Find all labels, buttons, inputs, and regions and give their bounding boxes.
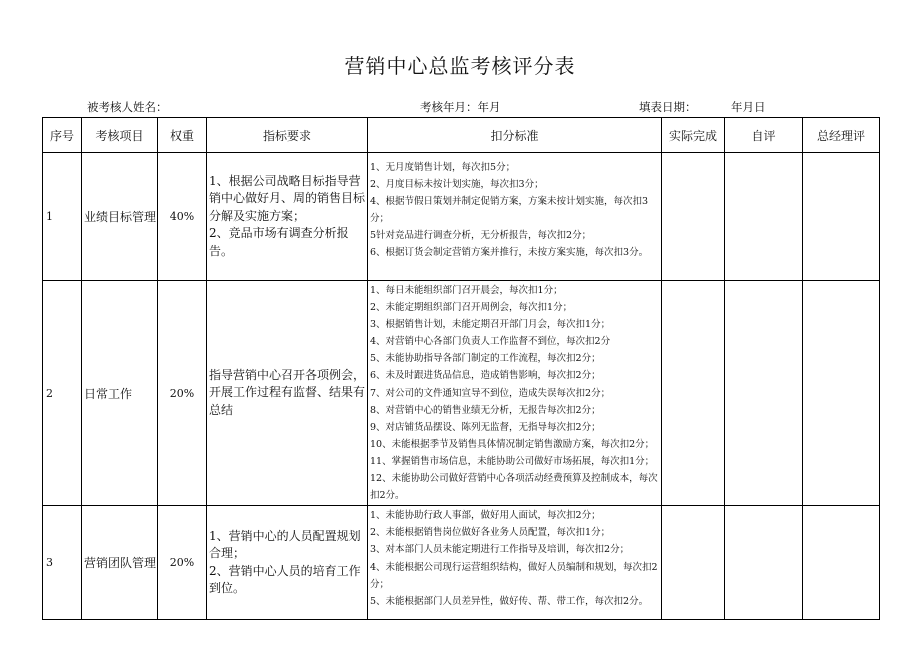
row-criteria: [368, 153, 662, 281]
fill-date-label: 填表日期：: [639, 100, 697, 114]
header-deduction: 扣分标准: [368, 118, 662, 153]
row-weight: 20%: [158, 506, 207, 620]
row-self-cell[interactable]: [725, 153, 803, 281]
row-requirement: [207, 153, 368, 281]
header-requirement: 指标要求: [207, 118, 368, 153]
criteria-line: 5、未能根据部门人员差异性，做好传、帮、带工作，每次扣2分。: [370, 595, 649, 607]
page-title: 营销中心总监考核评分表: [344, 54, 576, 78]
fill-date-value: 年月日: [731, 100, 766, 114]
row-item: 营销团队管理: [82, 506, 158, 620]
row-manager-cell[interactable]: [803, 506, 880, 620]
row-no: 3: [43, 506, 82, 620]
criteria-line: 5针对竞品进行调查分析，无分析报告，每次扣2分；: [370, 230, 592, 242]
header-no: 序号: [43, 118, 82, 153]
criteria-line: 4、对营销中心各部门负责人工作监督不到位，每次扣2分: [370, 336, 611, 348]
examinee-name-label: 被考核人姓名：: [87, 100, 168, 114]
row-manager-cell[interactable]: [803, 153, 880, 281]
criteria-line: 2、未能定期组织部门召开周例会，每次扣1分；: [370, 302, 573, 314]
requirement-text: 1、根据公司战略目标指导营销中心做好月、周的销售目标分解及实施方案； 2、竞品市场有调查分析报告。: [209, 173, 366, 258]
requirement-text: 1、营销中心的人员配置规划合理； 2、营销中心人员的培育工作到位。: [209, 528, 361, 596]
assessment-period-label: 考核年月：年月: [420, 100, 501, 114]
row-requirement: [207, 281, 368, 506]
table-row: [43, 281, 880, 506]
table-row: [43, 153, 880, 281]
header-row: [43, 118, 880, 153]
row-actual-cell[interactable]: [662, 506, 725, 620]
row-criteria: [368, 506, 662, 620]
header-item: 考核项目: [82, 118, 158, 153]
criteria-line: 9、对店铺货品摆设、陈列无监督，无指导每次扣2分；: [370, 421, 601, 433]
criteria-line: 10、未能根据季节及销售具体情况制定销售激励方案，每次扣2分；: [370, 438, 655, 450]
row-no: 2: [43, 281, 82, 506]
header-weight: 权重: [158, 118, 207, 153]
header-actual: 实际完成: [662, 118, 725, 153]
criteria-line: 2、月度目标未按计划实施，每次扣3分；: [370, 179, 544, 191]
criteria-line: 3、对本部门人员未能定期进行工作指导及培训，每次扣2分；: [370, 544, 630, 556]
criteria-line: 11、掌握销售市场信息，未能协助公司做好市场拓展，每次扣1分；: [370, 455, 655, 467]
row-manager-cell[interactable]: [803, 281, 880, 506]
row-actual-cell[interactable]: [662, 281, 725, 506]
criteria-line: 1、未能协助行政人事部，做好用人面试，每次扣2分；: [370, 510, 601, 522]
criteria-line: 2、未能根据销售岗位做好各业务人员配置，每次扣1分；: [370, 527, 611, 539]
evaluation-table: [42, 117, 880, 620]
row-criteria: [368, 281, 662, 506]
criteria-line: 6、根据订货会制定营销方案并推行，未按方案实施，每次扣3分。: [370, 247, 649, 259]
requirement-text: 指导营销中心召开各项例会，开展工作过程有监督、结果有总结: [209, 367, 366, 417]
row-weight: 20%: [158, 281, 207, 506]
criteria-line: 1、每日未能组织部门召开晨会，每次扣1分；: [370, 285, 563, 296]
criteria-line: 1、无月度销售计划，每次扣5分；: [370, 162, 516, 173]
criteria-line: 5、未能协助指导各部门制定的工作流程，每次扣2分；: [370, 353, 601, 365]
header-manager: 总经理评: [803, 118, 880, 153]
table-row: [43, 506, 880, 620]
criteria-line: 4、根据节假日策划并制定促销方案，方案未按计划实施，每次扣3分；: [370, 196, 649, 225]
row-self-cell[interactable]: [725, 506, 803, 620]
criteria-line: 3、根据销售计划，未能定期召开部门月会，每次扣1分；: [370, 319, 611, 331]
row-requirement: [207, 506, 368, 620]
criteria-line: 6、未及时跟进货品信息，造成销售影响，每次扣2分；: [370, 370, 601, 382]
row-actual-cell[interactable]: [662, 153, 725, 281]
criteria-line: 4、未能根据公司现行运营组织结构，做好人员编制和规划，每次扣2分；: [370, 561, 658, 590]
row-no: 1: [43, 153, 82, 281]
header-self: 自评: [725, 118, 803, 153]
criteria-line: 8、对营销中心的销售业绩无分析，无报告每次扣2分；: [370, 404, 601, 416]
row-self-cell[interactable]: [725, 281, 803, 506]
row-item: 日常工作: [82, 281, 158, 506]
criteria-line: 12、未能协助公司做好营销中心各项活动经费预算及控制成本，每次扣2分。: [370, 473, 658, 502]
row-weight: 40%: [158, 153, 207, 281]
row-item: 业绩目标管理: [82, 153, 158, 281]
criteria-line: 7、对公司的文件通知宣导不到位，造成失误每次扣2分；: [370, 387, 611, 399]
